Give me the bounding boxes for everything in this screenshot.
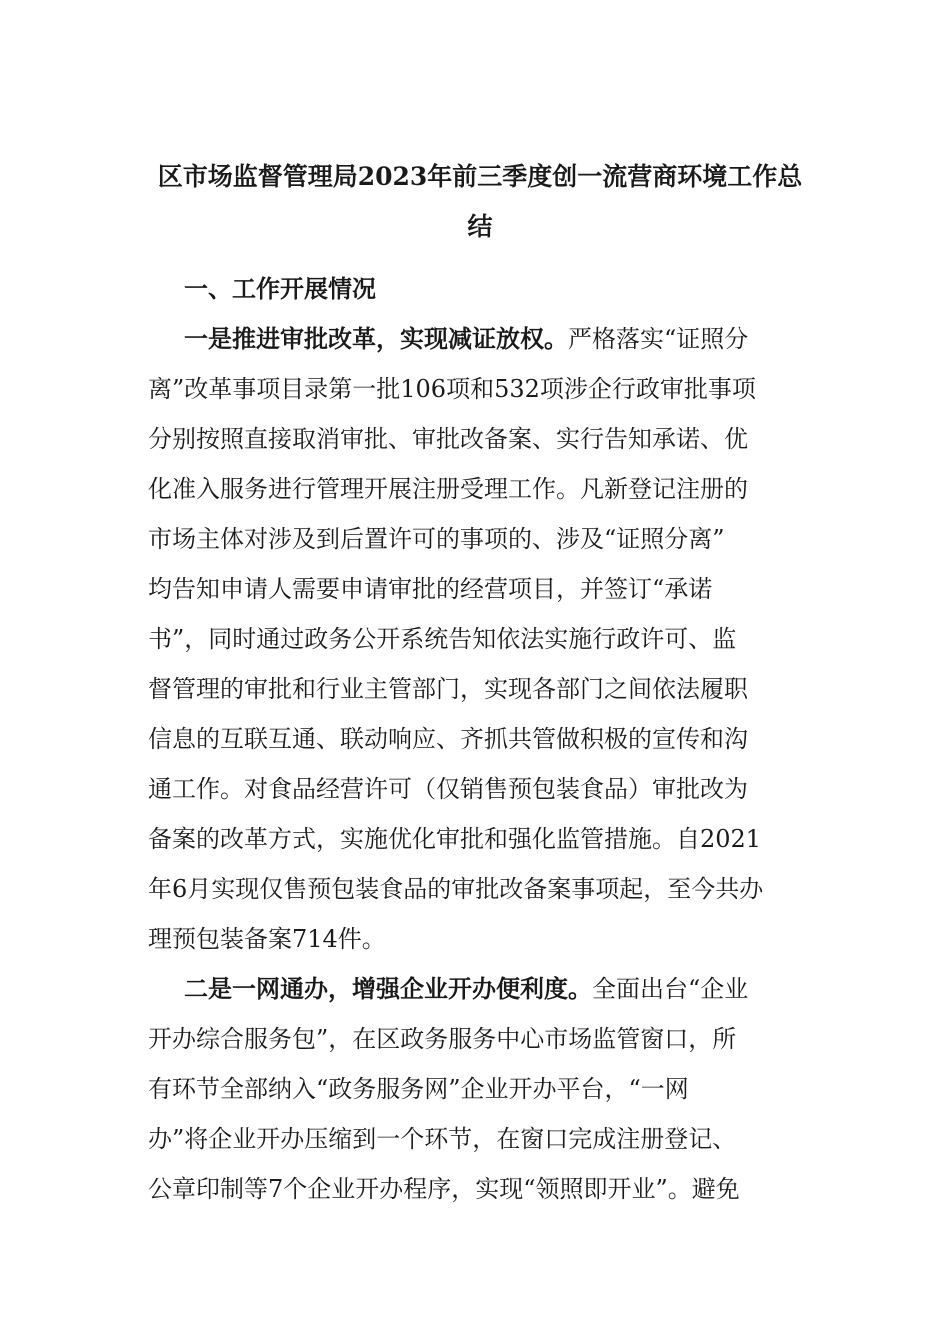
paragraph-2-line: 开办综合服务包”，在区政务服务中心市场监管窗口，所 <box>148 1025 737 1053</box>
paragraph-1-line: 书”，同时通过政务公开系统告知依法实施行政许可、监 <box>148 625 737 653</box>
paragraph-2-line: 办”将企业开办压缩到一个环节，在窗口完成注册登记、 <box>148 1125 737 1153</box>
paragraph-1-line: 理预包装备案714件。 <box>148 925 386 953</box>
paragraph-1-line-1 <box>184 322 812 356</box>
paragraph-1-line: 备案的改革方式，实施优化审批和强化监管措施。自2021 <box>148 825 762 853</box>
paragraph-1-lead: 一是推进审批改革，实现减证放权。 <box>184 324 568 353</box>
paragraph-1-line: 离”改革事项目录第一批106项和532项涉企行政审批事项 <box>148 375 756 403</box>
paragraph-1-text: 严格落实“证照分 <box>568 325 749 353</box>
paragraph-1-line: 分别按照直接取消审批、审批改备案、实行告知承诺、优 <box>148 425 748 453</box>
paragraph-2-line: 公章印制等7个企业开办程序，实现“领照即开业”。避免 <box>148 1175 740 1203</box>
paragraph-2-line: 有环节全部纳入“政务服务网”企业开办平台，“一网 <box>148 1075 689 1103</box>
paragraph-1-line: 督管理的审批和行业主管部门，实现各部门之间依法履职 <box>148 675 748 703</box>
section-heading: 一、工作开展情况 <box>184 274 376 303</box>
document-title-line-2: 结 <box>467 212 493 241</box>
paragraph-1-line: 市场主体对涉及到后置许可的事项的、涉及“证照分离” <box>148 525 725 553</box>
paragraph-1-line: 年6月实现仅售预包装食品的审批改备案事项起，至今共办 <box>148 875 764 903</box>
paragraph-1-line: 均告知申请人需要申请审批的经营项目，并签订“承诺 <box>148 575 713 603</box>
paragraph-1-line: 化准入服务进行管理开展注册受理工作。凡新登记注册的 <box>148 475 748 503</box>
paragraph-2-text: 全面出台“企业 <box>592 975 749 1003</box>
paragraph-2-lead: 二是一网通办，增强企业开办便利度。 <box>184 974 592 1003</box>
paragraph-2-line-1 <box>184 972 812 1006</box>
paragraph-1-line: 通工作。对食品经营许可（仅销售预包装食品）审批改为 <box>148 775 748 803</box>
paragraph-1-line: 信息的互联互通、联动响应、齐抓共管做积极的宣传和沟 <box>148 725 748 753</box>
document-title-line-1: 区市场监督管理局2023年前三季度创一流营商环境工作总 <box>157 162 803 191</box>
